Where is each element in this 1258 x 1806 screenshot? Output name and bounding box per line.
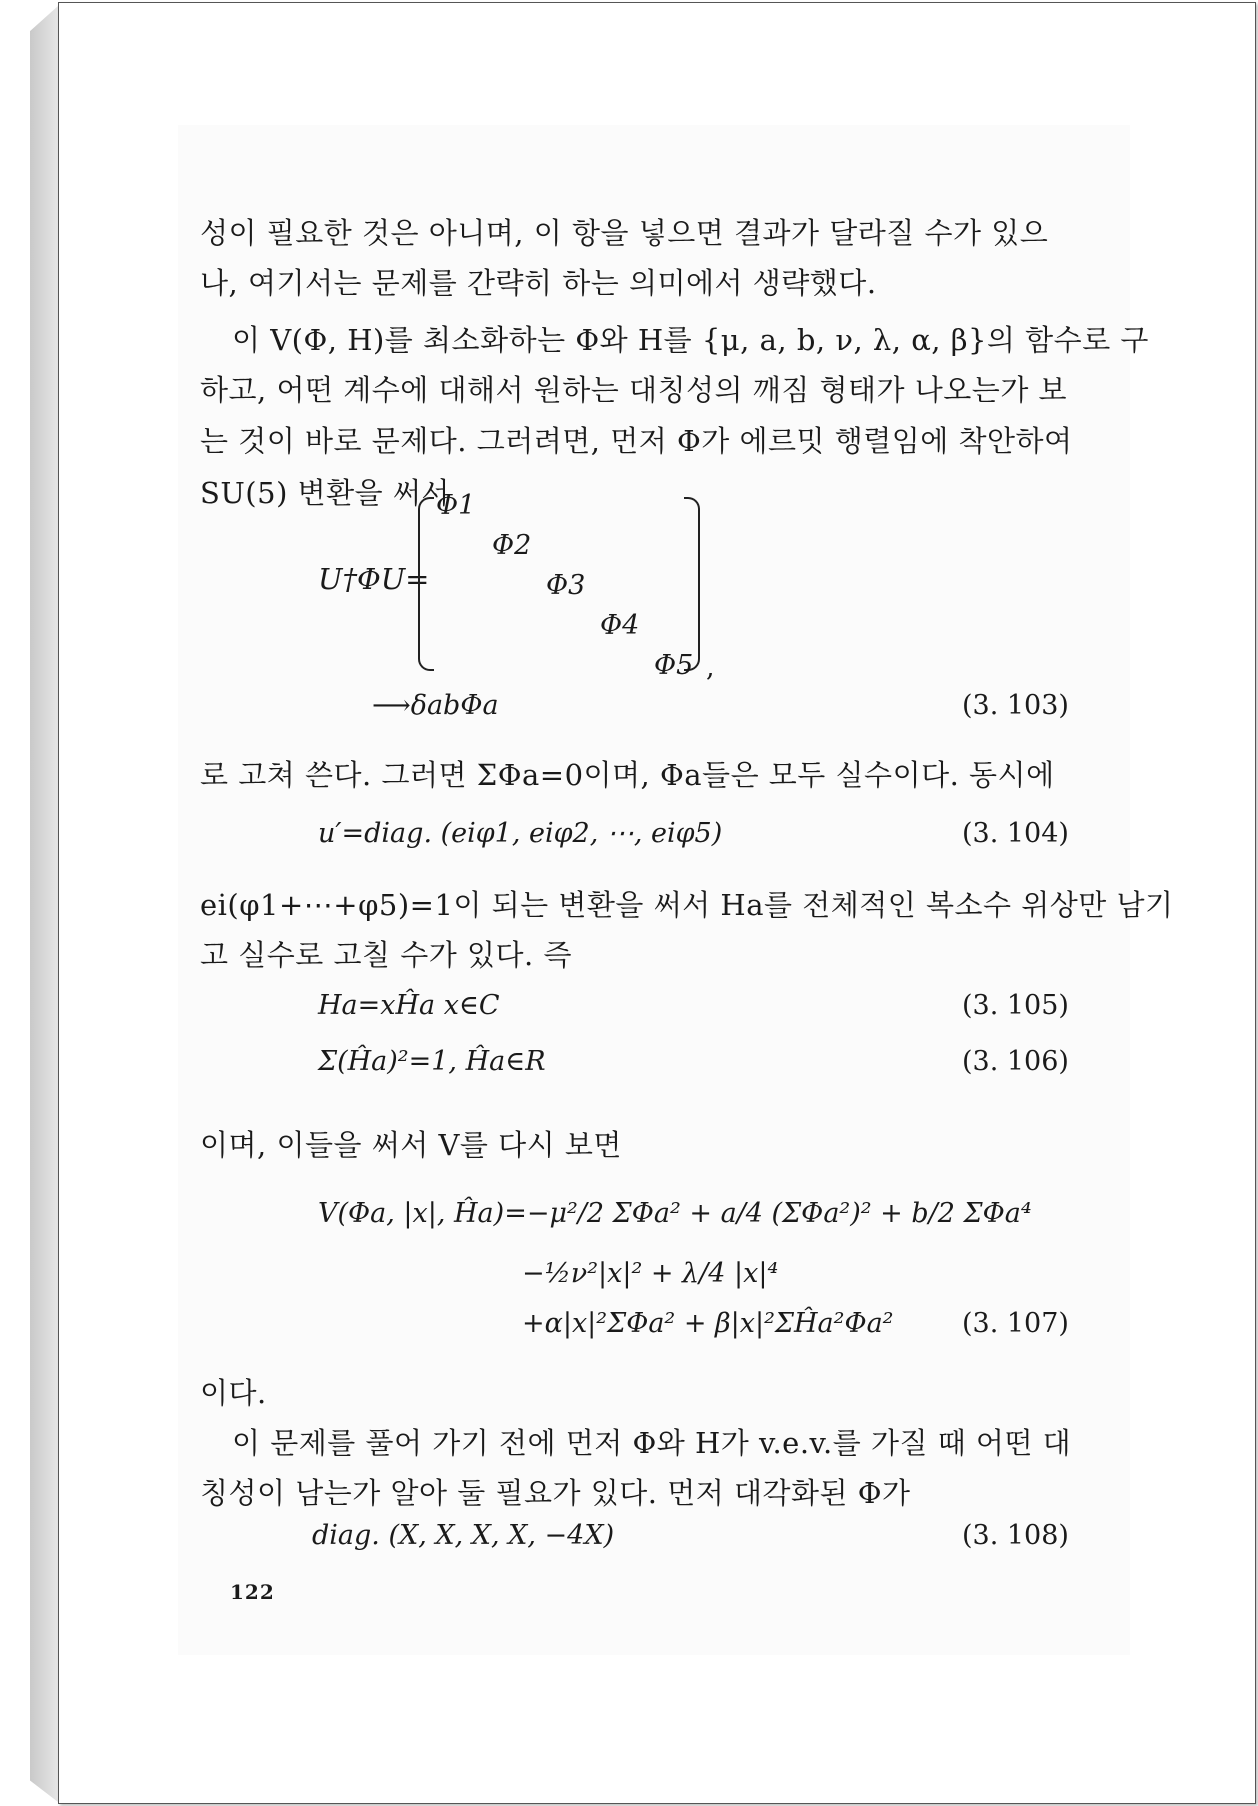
eq-number-105: (3. 105) (962, 990, 1069, 1021)
text-line-12: 이 문제를 풀어 가기 전에 먼저 Φ와 H가 v.e.v.를 가질 때 어떤 대 (232, 1426, 1072, 1460)
text-line-8: ei(φ1+⋯+φ5)=1이 되는 변환을 써서 Ha를 전체적인 복소수 위상만 남기 (200, 888, 1174, 922)
book-spine (30, 6, 58, 1802)
eq107-line2: −½ν²|x|² + λ/4 |x|⁴ (522, 1258, 779, 1289)
text-line-2: 나, 여기서는 문제를 간략히 하는 의미에서 생략했다. (200, 266, 877, 300)
eq103-lhs: U†ΦU= (318, 562, 430, 596)
eq108: diag. (X, X, X, X, −4X) (312, 1520, 615, 1551)
matrix-entry-3: Φ3 (546, 570, 586, 601)
text-line-9: 고 실수로 고칠 수가 있다. 즉 (200, 938, 572, 972)
matrix-entry-4: Φ4 (600, 610, 640, 641)
text-line-5: 는 것이 바로 문제다. 그러려면, 먼저 Φ가 에르밋 행렬임에 착안하여 (200, 424, 1073, 458)
eq-number-104: (3. 104) (962, 818, 1069, 849)
text-line-6: SU(5) 변환을 써서 (200, 476, 450, 510)
text-line-10: 이며, 이들을 써서 V를 다시 보면 (200, 1128, 622, 1162)
eq103-tail: ⟶δabΦa (372, 690, 499, 721)
eq-number-108: (3. 108) (962, 1520, 1069, 1551)
matrix-right-bracket (684, 497, 700, 671)
text-line-13: 칭성이 남는가 알아 둘 필요가 있다. 먼저 대각화된 Φ가 (200, 1476, 911, 1510)
matrix-left-bracket (418, 497, 434, 671)
text-line-3: 이 V(Φ, H)를 최소화하는 Φ와 H를 {μ, a, b, ν, λ, α, β}의 함수로 구 (232, 323, 1149, 357)
text-line-7: 로 고쳐 쓴다. 그러면 ΣΦa=0이며, Φa들은 모두 실수이다. 동시에 (200, 758, 1055, 792)
matrix-entry-1: Φ1 (436, 490, 476, 521)
text-line-4: 하고, 어떤 계수에 대해서 원하는 대칭성의 깨짐 형태가 나오는가 보 (200, 373, 1068, 407)
page-number: 122 (230, 1580, 275, 1604)
eq106: Σ(Ĥa)²=1, Ĥa∈R (318, 1046, 546, 1077)
eq104: u′=diag. (eiφ1, eiφ2, ⋯, eiφ5) (318, 818, 723, 849)
eq-number-103: (3. 103) (962, 690, 1069, 721)
matrix-entry-2: Φ2 (492, 530, 532, 561)
matrix-comma: , (706, 652, 715, 683)
eq107-line3: +α|x|²ΣΦa² + β|x|²ΣĤa²Φa² (522, 1308, 894, 1339)
matrix-entry-5: Φ5 (654, 650, 694, 681)
eq105: Ha=xĤa x∈C (318, 990, 500, 1021)
text-line-1: 성이 필요한 것은 아니며, 이 항을 넣으면 결과가 달라질 수가 있으 (200, 216, 1049, 250)
eq-number-107: (3. 107) (962, 1308, 1069, 1339)
eq107-line1: V(Φa, |x|, Ĥa)=−μ²/2 ΣΦa² + a/4 (ΣΦa²)² + b/2 ΣΦa⁴ (318, 1198, 1032, 1229)
text-line-11: 이다. (200, 1376, 267, 1410)
eq-number-106: (3. 106) (962, 1046, 1069, 1077)
